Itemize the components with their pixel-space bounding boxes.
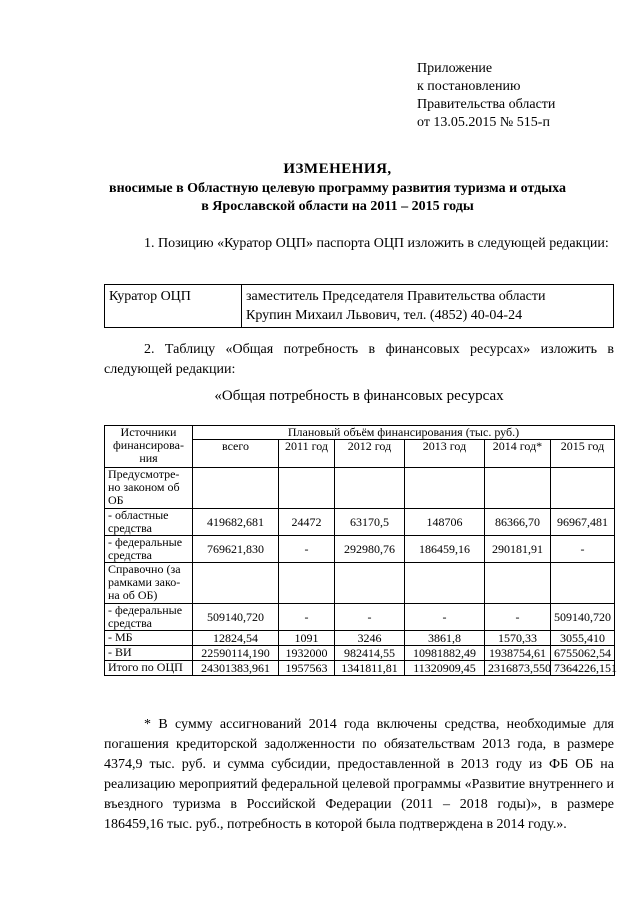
table-cell — [405, 468, 485, 509]
financing-table — [104, 425, 615, 676]
table-cell — [335, 563, 405, 604]
item-1-paragraph — [104, 234, 614, 254]
curator-table — [104, 284, 614, 328]
table-cell: - — [485, 604, 551, 631]
table-cell: 509140,720 — [193, 604, 279, 631]
curator-value-line: заместитель Председателя Правительства области — [246, 289, 546, 304]
appendix-line: Правительства области — [417, 97, 556, 112]
appendix-line: к постановлению — [417, 79, 521, 94]
table-cell — [193, 468, 279, 509]
column-header: 2011 год — [279, 440, 335, 468]
column-header: 2013 год — [405, 440, 485, 468]
item-1-text: 1. Позицию «Куратор ОЦП» паспорта ОЦП изложить в следующей редакции: — [144, 236, 609, 251]
table-cell: 2316873,550 — [485, 661, 551, 676]
table-cell: 509140,720 — [551, 604, 615, 631]
table-cell: 6755062,54 — [551, 646, 615, 661]
table-cell: - — [551, 536, 615, 563]
row-label: Предусмотре-но законом об ОБ — [105, 468, 193, 509]
curator-key: Куратор ОЦП — [105, 285, 242, 328]
table-cell: 86366,70 — [485, 509, 551, 536]
appendix-line: от 13.05.2015 № 515-п — [417, 115, 550, 130]
document-subtitle-line: в Ярославской области на 2011 – 2015 годы — [201, 199, 474, 214]
row-label: - ВИ — [105, 646, 193, 661]
appendix-note — [417, 60, 555, 132]
table-cell: - — [279, 604, 335, 631]
column-header: 2014 год* — [485, 440, 551, 468]
row-label: - федеральные средства — [105, 604, 193, 631]
document-heading — [60, 160, 615, 216]
footnote-paragraph — [104, 715, 614, 835]
appendix-line: Приложение — [417, 61, 493, 76]
table-cell: - — [335, 604, 405, 631]
item-2-text: 2. Таблицу «Общая потребность в финансовых ресурсах» изложить в следующей редакции: — [104, 342, 614, 377]
column-header: 2012 год — [335, 440, 405, 468]
table-cell: 186459,16 — [405, 536, 485, 563]
table-cell: 24472 — [279, 509, 335, 536]
table-cell: 7364226,151 — [551, 661, 615, 676]
row-label: - МБ — [105, 631, 193, 646]
table-cell: 24301383,961 — [193, 661, 279, 676]
table-caption: «Общая потребность в финансовых ресурсах — [214, 388, 504, 404]
table-cell: 1957563 — [279, 661, 335, 676]
table-cell — [279, 563, 335, 604]
item-2-paragraph — [104, 340, 614, 380]
table-cell — [551, 468, 615, 509]
table-cell — [405, 563, 485, 604]
table-cell: 292980,76 — [335, 536, 405, 563]
table-cell: 1938754,61 — [485, 646, 551, 661]
financing-header-row — [105, 426, 615, 440]
table-row — [105, 536, 615, 563]
table-cell: 419682,681 — [193, 509, 279, 536]
table-cell: - — [279, 536, 335, 563]
row-label: - областные средства — [105, 509, 193, 536]
row-label: Итого по ОЦП — [105, 661, 193, 676]
financing-body — [105, 468, 615, 676]
table-cell: 11320909,45 — [405, 661, 485, 676]
table-cell: 982414,55 — [335, 646, 405, 661]
table-cell — [485, 563, 551, 604]
column-header: 2015 год — [551, 440, 615, 468]
table-row — [105, 509, 615, 536]
header-plan: Плановый объём финансирования (тыс. руб.) — [193, 426, 615, 440]
table-cell: 3055,410 — [551, 631, 615, 646]
row-label: - федеральные средства — [105, 536, 193, 563]
table-cell: 10981882,49 — [405, 646, 485, 661]
table-cell — [485, 468, 551, 509]
table-row — [105, 631, 615, 646]
row-label: Справочно (за рамками зако-на об ОБ) — [105, 563, 193, 604]
table-cell: 1932000 — [279, 646, 335, 661]
table-cell: 96967,481 — [551, 509, 615, 536]
table-cell: 3246 — [335, 631, 405, 646]
table-cell: 22590114,190 — [193, 646, 279, 661]
table-cell — [279, 468, 335, 509]
table-cell: 769621,830 — [193, 536, 279, 563]
table-cell: 290181,91 — [485, 536, 551, 563]
document-title: ИЗМЕНЕНИЯ, — [283, 161, 392, 177]
curator-value — [242, 285, 614, 328]
table-cell — [193, 563, 279, 604]
table-cell: 63170,5 — [335, 509, 405, 536]
column-header: всего — [193, 440, 279, 468]
table-cell: 1341811,81 — [335, 661, 405, 676]
table-row — [105, 468, 615, 509]
table-cell: 1570,33 — [485, 631, 551, 646]
curator-value-line: Крупин Михаил Львович, тел. (4852) 40-04-24 — [246, 308, 523, 323]
table-cell — [551, 563, 615, 604]
table-row — [105, 661, 615, 676]
table-cell: - — [405, 604, 485, 631]
table-cell: 148706 — [405, 509, 485, 536]
curator-row — [105, 285, 614, 328]
table-row — [105, 604, 615, 631]
table-cell: 1091 — [279, 631, 335, 646]
header-source: Источники финансирова-ния — [105, 426, 193, 468]
document-subtitle-line: вносимые в Областную целевую программу развития туризма и отдыха — [109, 181, 566, 196]
table-cell: 12824,54 — [193, 631, 279, 646]
table-row — [105, 646, 615, 661]
table-row — [105, 563, 615, 604]
table-cell — [335, 468, 405, 509]
footnote-text: * В сумму ассигнований 2014 года включены средства, необходимые для погашения кредиторской задолженности по обязательствам 2013 года, в размере 4374,9 тыс. руб. и сумма субсидии, предоставленной в 2013 году из ФБ ОБ на реализацию мероприятий федеральной целевой программы «Развитие внутреннего и въездного туризма в Российской Федерации (2011 – 2018 годы)», в размере 186459,16 тыс. руб., потребность в которой была подтверждена в 2014 году.». — [104, 717, 614, 832]
table-cell: 3861,8 — [405, 631, 485, 646]
